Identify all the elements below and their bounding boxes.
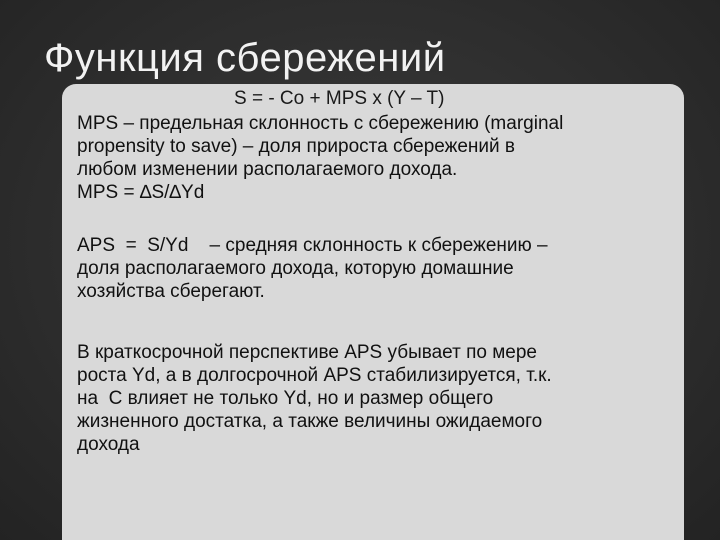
- text-line: MPS – предельная склонность с сбережению (marginal: [77, 113, 564, 134]
- text-line: propensity to save) – доля прироста сбережений в: [77, 136, 516, 157]
- text-line: дохода: [77, 434, 140, 455]
- text-line: роста Yd, а в долгосрочной APS стабилизируется, т.к.: [77, 365, 552, 386]
- text-line: любом изменении располагаемого дохода.: [77, 159, 458, 180]
- text-line: MPS = ∆S/∆Yd: [77, 182, 205, 203]
- text-line: В краткосрочной перспективе APS убывает по мере: [77, 342, 537, 363]
- savings-formula: S = - Co + MPS x (Y – T): [234, 88, 445, 109]
- text-line: APS = S/Yd – средняя склонность к сбережению –: [77, 235, 548, 256]
- paragraph-short-long-run: [77, 341, 677, 456]
- text-line: жизненного достатка, а также величины ожидаемого: [77, 411, 543, 432]
- text-line: на С влияет не только Yd, но и размер общего: [77, 388, 494, 409]
- paragraph-aps: [77, 234, 677, 303]
- paragraph-mps: [77, 112, 677, 204]
- slide-title: Функция сбережений: [44, 36, 446, 80]
- text-line: доля располагаемого дохода, которую домашние: [77, 258, 514, 279]
- text-line: хозяйства сберегают.: [77, 281, 265, 302]
